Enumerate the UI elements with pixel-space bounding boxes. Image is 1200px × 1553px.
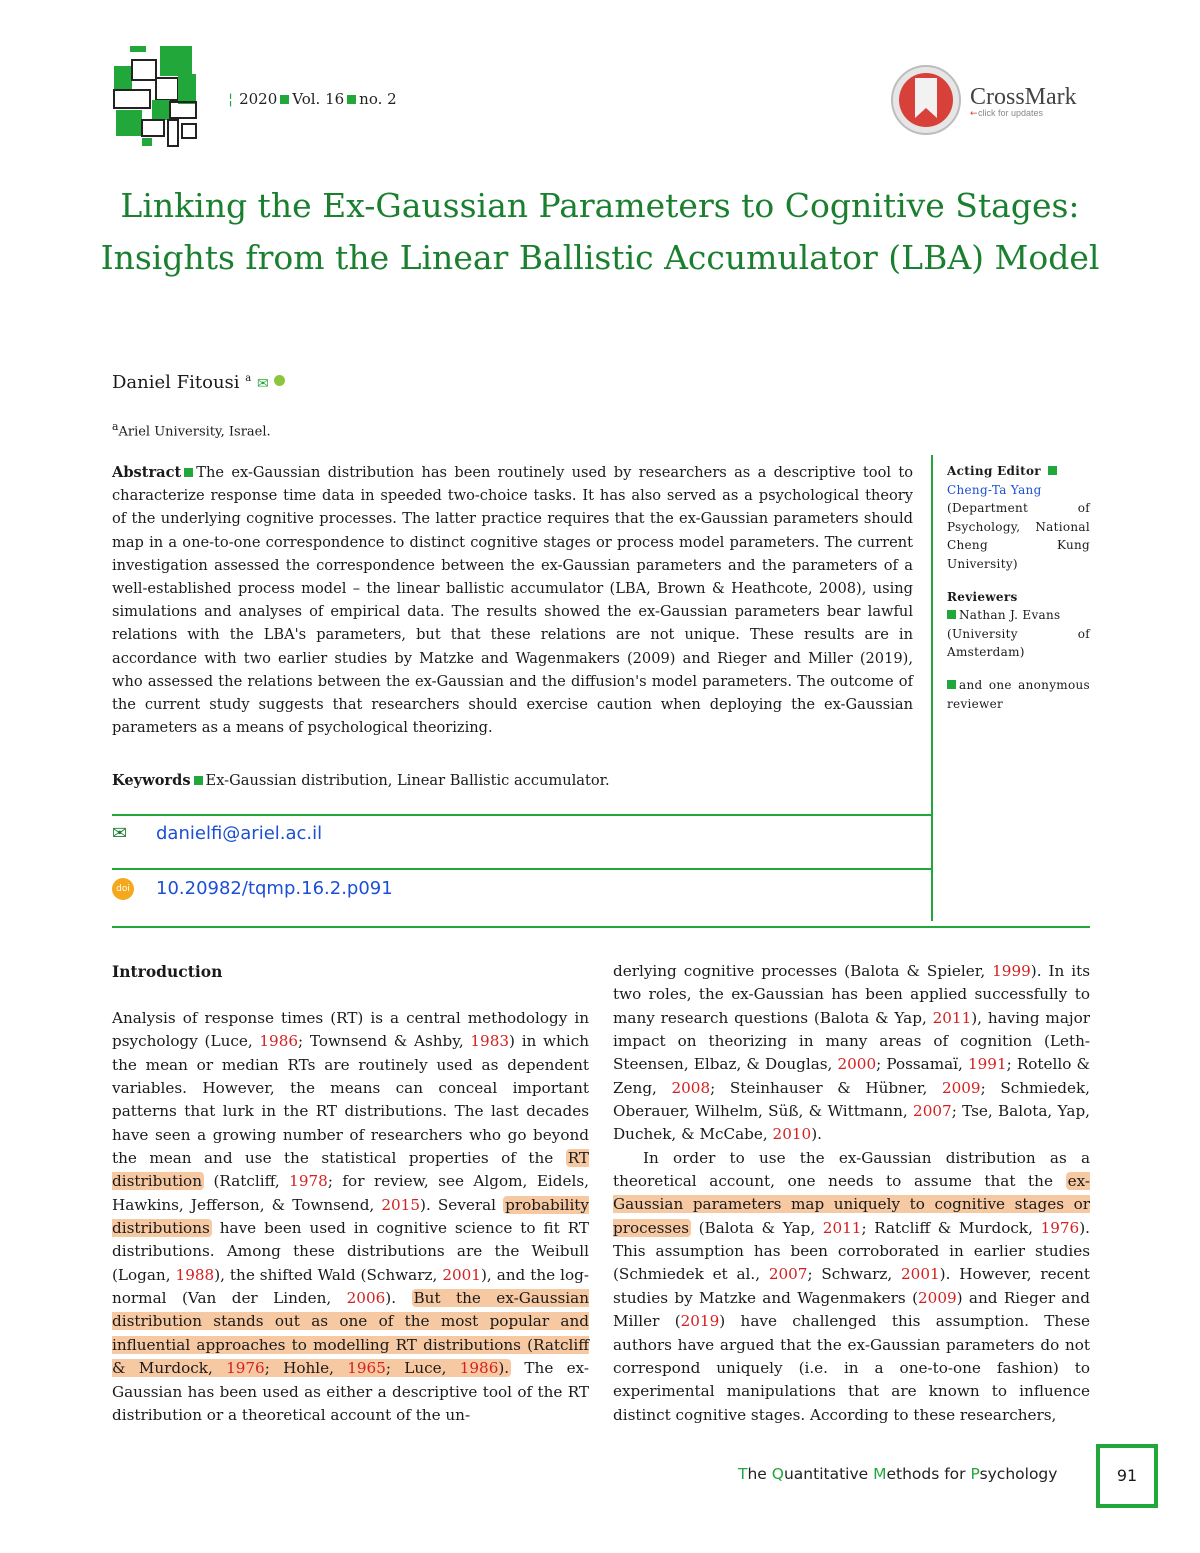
doi-link[interactable]: 10.20982/tqmp.16.2.p091 [156, 878, 393, 899]
journal-logo [112, 44, 212, 152]
crossmark-badge[interactable] [890, 64, 1090, 136]
page-number: 91 [1096, 1444, 1158, 1508]
reviewer-name: Nathan J. Evans [959, 608, 1061, 623]
body-column-right [613, 960, 1090, 1427]
affiliation: $^a$Ariel University, Israel. [112, 420, 271, 440]
doi-icon: doi [112, 878, 134, 900]
crossmark-title: CrossMark [970, 84, 1077, 110]
body-column-left [112, 960, 589, 1427]
crossmark-subtitle: click for updates [978, 108, 1044, 118]
sidebar-divider [931, 455, 933, 921]
divider [112, 814, 932, 816]
reviewers-label: Reviewers [947, 589, 1018, 604]
paragraph: Analysis of response times (RT) is a central methodology in psychology (Luce, 1986; Townsend & Ashby, 1983) in which the mean or median RTs are routinely used as dependent variables. However, the means can conceal important patterns that lurk in the RT distributions. The last decades have seen a growing number of researchers who go beyond the mean and use the statistical properties of the RT distribution (Ratcliff, 1978; for review, see Algom, Eidels, Hawkins, Jefferson, & Townsend, 2015). Several probability distributions have been used in cognitive science to fit RT distributions. Among these distributions are the Weibull (Logan, 1988), the shifted Wald (Schwarz, 2001), and the log-normal (Van der Linden, 2006). But the ex-Gaussian distribution stands out as one of the most popular and influential approaches to modelling RT distributions (Ratcliff & Murdock, 1976; Hohle, 1965; Luce, 1986). The ex-Gaussian has been used as either a descriptive tool of the RT distribution or a theoretical account of the un- [112, 1009, 589, 1424]
orcid-icon[interactable] [274, 375, 285, 386]
keywords: Keywords Ex-Gaussian distribution, Linear Ballistic accumulator. [112, 772, 610, 789]
arrow-icon: ← [970, 109, 978, 119]
divider [112, 926, 1090, 928]
author: Daniel Fitousi $^a$ ✉ [112, 372, 285, 393]
editor-sidebar [947, 462, 1090, 727]
doi-row [112, 878, 393, 900]
editor-affiliation: (Department of Psychology, National Cheng Kung University) [947, 501, 1090, 571]
reviewer-affiliation: (University of Amsterdam) [947, 626, 1090, 660]
paragraph: derlying cognitive processes (Balota & Spieler, 1999). In its two roles, the ex-Gaussian has been applied successfully to many research questions (Balota & Yap, 2011), having major impact on theorizing in many areas of cognition (Leth-Steensen, Elbaz, & Douglas, 2000; Possamaï, 1991; Rotello & Zeng, 2008; Steinhauser & Hübner, 2009; Schmiedek, Oberauer, Wilhelm, Süß, & Wittmann, 2007; Tse, Balota, Yap, Duchek, & McCabe, 2010). [613, 962, 1090, 1144]
abstract-label: Abstract [112, 464, 182, 481]
issue-info: ¦ 2020 Vol. 16 no. 2 [228, 90, 397, 108]
mail-icon[interactable]: ✉ [256, 376, 269, 392]
other-reviewer: and one anonymous reviewer [947, 677, 1090, 711]
paper-title: Linking the Ex-Gaussian Parameters to Cognitive Stages: Insights from the Linear Ballistic Accumulator (LBA) Model [100, 186, 1100, 277]
mail-icon: ✉ [112, 823, 128, 844]
editor-name[interactable]: Cheng-Ta Yang [947, 482, 1042, 497]
divider [112, 868, 932, 870]
abstract-text: The ex-Gaussian distribution has been routinely used by researchers as a descriptive tool to characterize response time data in speeded two-choice tasks. It has also served as a psychological theory of the underlying cognitive processes. The latter practice requires that the ex-Gaussian parameters should map in a one-to-one correspondence to distinct cognitive stages or process model parameters. The current investigation assessed the correspondence between the ex-Gaussian parameters and the parameters of a well-established process model – the linear ballistic accumulator (LBA, Brown & Heathcote, 2008), using simulations and analyses of empirical data. The results showed the ex-Gaussian parameters bear lawful relations with the LBA's parameters, but that these relations are not unique. These results are in accordance with two earlier studies by Matzke and Wagenmakers (2009) and Rieger and Miller (2019), who assessed the relations between the ex-Gaussian and the diffusion's model parameters. The outcome of the current study suggests that researchers should exercise caution when deploying the ex-Gaussian parameters as a means of psychological theorizing. [112, 464, 913, 737]
editor-label: Acting Editor [947, 464, 1041, 478]
journal-name: The Quantitative Methods for Psychology [738, 1465, 1058, 1483]
email-row [112, 823, 322, 844]
email-link[interactable]: danielfi@ariel.ac.il [156, 823, 323, 844]
abstract [112, 461, 913, 739]
paragraph: In order to use the ex-Gaussian distribution as a theoretical account, one needs to assume that the ex-Gaussian parameters map uniquely to cognitive stages or processes (Balota & Yap, 2011; Ratcliff & Murdock, 1976). This assumption has been corroborated in earlier studies (Schmiedek et al., 2007; Schwarz, 2001). However, recent studies by Matzke and Wagenmakers (2009) and Rieger and Miller (2019) have challenged this assumption. These authors have argued that the ex-Gaussian parameters do not correspond uniquely (i.e. in a one-to-one fashion) to experimental manipulations that are known to influence distinct cognitive stages. According to these researchers, [613, 1148, 1090, 1424]
section-heading: Introduction [112, 962, 223, 981]
